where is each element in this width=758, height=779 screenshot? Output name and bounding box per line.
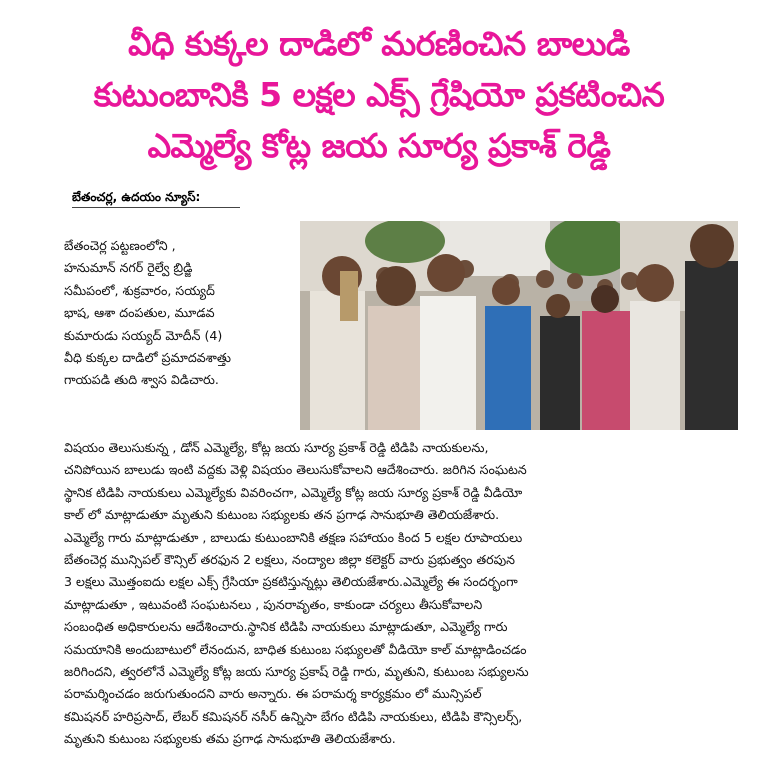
article-line: విషయం తెలుసుకున్న , డోన్ ఎమ్మెల్యే, కోట్ల జయ సూర్య ప్రకాశ్ రెడ్డి టిడిపి నాయకులను, bbox=[64, 440, 489, 455]
article-line: కాల్ లో మాట్లాడుతూ మృతుని కుటుంబ సభ్యులకు తన ప్రగాఢ సానుభూతి తెలియజేశారు. bbox=[64, 507, 500, 523]
article-line: పరామర్శించడం జరుగుతుందని వారు అన్నారు. ఈ పరామర్శ కార్యక్రమం లో మున్సిపల్ bbox=[64, 686, 482, 702]
article-line: బేతంచెర్ల పట్టణంలోని , bbox=[64, 238, 176, 253]
photo-illustration bbox=[300, 221, 738, 430]
article-line: మృతుని కుటుంబ సభ్యులకు తమ ప్రగాఢ సానుభూతి తెలియజేశారు. bbox=[64, 731, 396, 747]
headline-line-2: కుటుంబానికి 5 లక్షల ఎక్స్ గ్రేషియో ప్రకటించిన bbox=[93, 75, 665, 114]
news-photo bbox=[300, 221, 738, 430]
article-line: సమయానికి అందుబాటులో లేనందున, బాధిత కుటుంబ సభ్యులతో వీడియో కాల్ మాట్లాడించడం bbox=[64, 641, 527, 657]
headline-line-1: వీధి కుక్కల దాడిలో మరణించిన బాలుడి bbox=[128, 24, 630, 63]
headline-line-3: ఎమ్మెల్యే కోట్ల జయ సూర్య ప్రకాశ్ రెడ్డి bbox=[147, 126, 611, 165]
article-line: గాయపడి తుది శ్వాస విడిచారు. bbox=[64, 372, 219, 388]
article-line: వీధి కుక్కల దాడిలో ప్రమాదవశాత్తు bbox=[64, 350, 231, 366]
article-line: ఎమ్మెల్యే గారు మాట్లాడుతూ , బాలుడు కుటుంబానికి తక్షణ సహాయం కింద 5 లక్షల రూపాయలు bbox=[64, 529, 523, 545]
article-line: భాష, ఆశా దంపతుల, మూడవ bbox=[64, 305, 215, 321]
article-line: స్థానిక టిడిపి నాయకులు ఎమ్మెల్యేకు వివరించగా, ఎమ్మెల్యే కోట్ల జయ సూర్య ప్రకాశ్ రెడ్డి వీడియో bbox=[64, 484, 523, 500]
article-body-left-column bbox=[64, 235, 288, 392]
article-line: మాట్లాడుతూ , ఇటువంటి సంఘటనలు , పునరావృతం, కాకుండా చర్యలు తీసుకోవాలని bbox=[64, 596, 483, 612]
article-line: సంబంధిత అధికారులను ఆదేశించారు.స్థానిక టిడిపి నాయకులు మాట్లాడుతూ, ఎమ్మెల్యే గారు bbox=[64, 619, 508, 635]
article-line: కమిషనర్ హరిప్రసాద్, లేబర్ కమిషనర్ నసీర్ ఉన్నిసా బేగం టిడిపి నాయకులు, టిడిపి కౌన్సిలర్స్, bbox=[64, 708, 523, 724]
dateline-underline bbox=[72, 207, 240, 208]
article-line: కుమారుడు సయ్యద్ మోదీన్ (4) bbox=[64, 327, 223, 343]
article-line: 3 లక్షలు మొత్తంఐదు లక్షల ఎక్స్ గ్రేసియా ప్రకటిస్తున్నట్లు తెలియజేశారు.ఎమ్మెల్యే ఈ సందర్భంగా bbox=[64, 574, 518, 590]
dateline: బేతంచర్ల, ఉదయం న్యూస్: bbox=[72, 190, 201, 204]
article-line: బేతంచెర్ల మున్సిపల్ కౌన్సిల్ తరఫున 2 లక్షలు, నంద్యాల జిల్లా కలెక్టర్ వారు ప్రభుత్వం తరపున bbox=[64, 552, 516, 568]
headline bbox=[0, 18, 758, 171]
article-line: సమీపంలో, శుక్రవారం, సయ్యద్ bbox=[64, 282, 215, 298]
article-body-full-width bbox=[64, 437, 738, 751]
article-line: జరిగిందని, త్వరలోనే ఎమ్మెల్యే కోట్ల జయ సూర్య ప్రకాష్ రెడ్డి గారు, మృతుని, కుటుంబ సభ్యులను bbox=[64, 664, 529, 680]
article-line: చనిపోయిన బాలుడు ఇంటి వద్దకు వెళ్లి విషయం తెలుసుకోవాలని ఆదేశించారు. జరిగిన సంఘటన bbox=[64, 462, 527, 478]
article-line: హనుమాన్ నగర్ రైల్వే బ్రిడ్జి bbox=[64, 260, 193, 276]
